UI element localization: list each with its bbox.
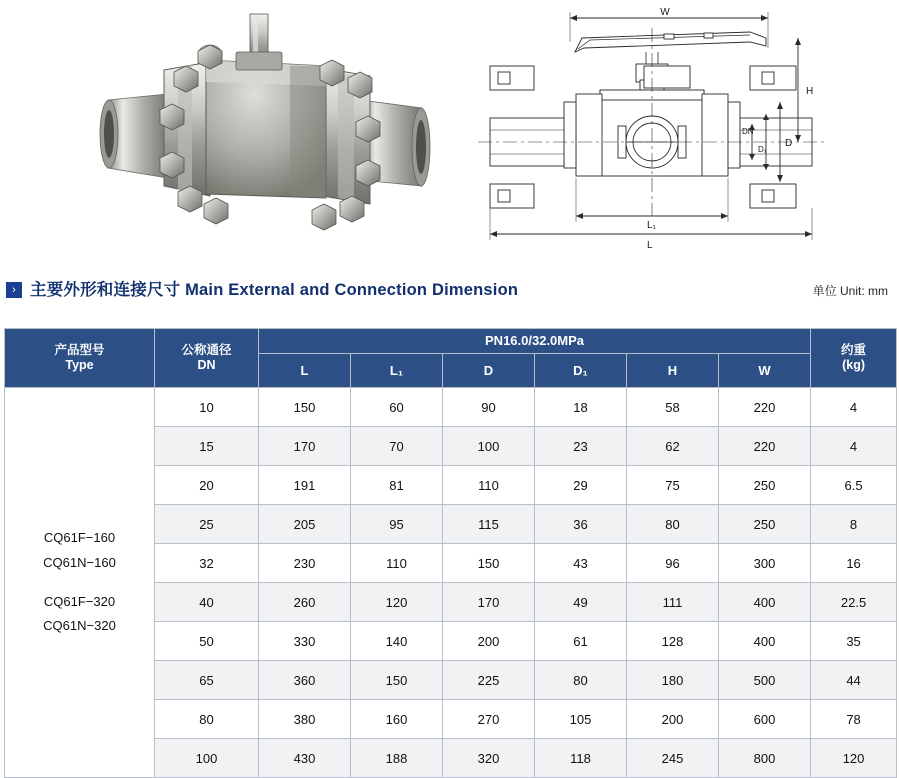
cell-D: 225 <box>443 661 535 700</box>
header-dn <box>155 329 259 388</box>
cell-dn: 25 <box>155 505 259 544</box>
header-col-W: W <box>719 354 811 388</box>
valve-body <box>206 60 326 198</box>
cell-L1: 95 <box>351 505 443 544</box>
cell-kg: 120 <box>811 739 897 778</box>
section-heading <box>0 272 900 316</box>
page-title: 主要外形和连接尺寸 Main External and Connection Dimension <box>30 281 519 299</box>
cell-L: 191 <box>259 466 351 505</box>
header-col-L: L <box>259 354 351 388</box>
cell-L1: 120 <box>351 583 443 622</box>
cell-L1: 140 <box>351 622 443 661</box>
cell-L: 430 <box>259 739 351 778</box>
cell-kg: 16 <box>811 544 897 583</box>
cell-kg: 4 <box>811 388 897 427</box>
table-header-row-1 <box>5 329 897 354</box>
cell-L1: 160 <box>351 700 443 739</box>
drawing-label-l1: L₁ <box>647 220 656 231</box>
cell-H: 96 <box>627 544 719 583</box>
cell-kg: 6.5 <box>811 466 897 505</box>
cell-D: 110 <box>443 466 535 505</box>
cell-D: 115 <box>443 505 535 544</box>
type-label-2: CQ61N−160 <box>43 555 116 571</box>
cell-W: 800 <box>719 739 811 778</box>
cell-dn: 100 <box>155 739 259 778</box>
header-dn-cn: 公称通径 <box>181 342 232 357</box>
cell-L: 330 <box>259 622 351 661</box>
cell-kg: 35 <box>811 622 897 661</box>
cell-D: 150 <box>443 544 535 583</box>
cell-kg: 8 <box>811 505 897 544</box>
valve-photograph <box>60 8 440 258</box>
cell-kg: 78 <box>811 700 897 739</box>
type-label-1: CQ61F−160 <box>43 530 116 546</box>
cell-H: 62 <box>627 427 719 466</box>
cell-D: 320 <box>443 739 535 778</box>
cell-dn: 32 <box>155 544 259 583</box>
cell-L: 170 <box>259 427 351 466</box>
cell-kg: 4 <box>811 427 897 466</box>
cell-D: 170 <box>443 583 535 622</box>
drawing-label-dn: DN <box>742 127 754 136</box>
cell-dn: 40 <box>155 583 259 622</box>
cell-D1: 23 <box>535 427 627 466</box>
cell-D: 270 <box>443 700 535 739</box>
cell-L: 205 <box>259 505 351 544</box>
drawing-label-w: W <box>660 7 670 18</box>
unit-note: 单位 Unit: mm <box>812 284 888 298</box>
header-weight <box>811 329 897 388</box>
table-body <box>5 388 897 778</box>
header-col-L1: L₁ <box>351 354 443 388</box>
header-col-H: H <box>627 354 719 388</box>
cell-kg: 44 <box>811 661 897 700</box>
cell-L: 230 <box>259 544 351 583</box>
cell-dn: 65 <box>155 661 259 700</box>
header-type-cn: 产品型号 <box>54 342 105 357</box>
cell-D1: 29 <box>535 466 627 505</box>
header-pressure: PN16.0/32.0MPa <box>259 329 811 354</box>
cell-D1: 80 <box>535 661 627 700</box>
cell-L: 260 <box>259 583 351 622</box>
cell-dn: 10 <box>155 388 259 427</box>
type-label-3: CQ61F−320 <box>43 593 116 609</box>
product-images-row <box>0 0 900 268</box>
cell-dn: 80 <box>155 700 259 739</box>
cell-L1: 110 <box>351 544 443 583</box>
cell-dn: 50 <box>155 622 259 661</box>
cell-L1: 60 <box>351 388 443 427</box>
cell-D: 90 <box>443 388 535 427</box>
cell-D: 100 <box>443 427 535 466</box>
header-weight-cn: 约重 <box>841 342 867 357</box>
cell-W: 400 <box>719 583 811 622</box>
cell-W: 300 <box>719 544 811 583</box>
cell-H: 245 <box>627 739 719 778</box>
header-dn-en: DN <box>197 358 216 373</box>
cell-L1: 81 <box>351 466 443 505</box>
type-cell <box>5 388 155 778</box>
cell-W: 250 <box>719 466 811 505</box>
valve-technical-drawing <box>450 2 880 257</box>
cell-H: 200 <box>627 700 719 739</box>
cell-H: 128 <box>627 622 719 661</box>
drawing-label-h: H <box>806 86 814 97</box>
cell-kg: 22.5 <box>811 583 897 622</box>
cell-D1: 43 <box>535 544 627 583</box>
cell-H: 111 <box>627 583 719 622</box>
cell-H: 80 <box>627 505 719 544</box>
cell-W: 220 <box>719 388 811 427</box>
cell-D1: 18 <box>535 388 627 427</box>
cell-L1: 70 <box>351 427 443 466</box>
header-col-D: D <box>443 354 535 388</box>
cell-D1: 105 <box>535 700 627 739</box>
cell-D1: 118 <box>535 739 627 778</box>
cell-L1: 150 <box>351 661 443 700</box>
cell-W: 600 <box>719 700 811 739</box>
drawing-label-l: L <box>647 240 653 251</box>
cell-W: 250 <box>719 505 811 544</box>
drawing-label-d: D <box>785 138 793 149</box>
left-pipe-end <box>100 94 168 178</box>
cell-D1: 49 <box>535 583 627 622</box>
valve-stem <box>236 14 282 70</box>
cell-W: 220 <box>719 427 811 466</box>
cell-L: 150 <box>259 388 351 427</box>
cell-L: 360 <box>259 661 351 700</box>
drawing-label-d1: D₁ <box>758 145 767 154</box>
cell-D: 200 <box>443 622 535 661</box>
cell-D1: 36 <box>535 505 627 544</box>
cell-L: 380 <box>259 700 351 739</box>
cell-W: 500 <box>719 661 811 700</box>
header-weight-unit: (kg) <box>842 358 865 373</box>
cell-dn: 20 <box>155 466 259 505</box>
cell-D1: 61 <box>535 622 627 661</box>
table-row <box>5 388 897 427</box>
cell-W: 400 <box>719 622 811 661</box>
heading-arrow-icon: › <box>6 282 22 298</box>
cell-L1: 188 <box>351 739 443 778</box>
cell-H: 75 <box>627 466 719 505</box>
type-label-4: CQ61N−320 <box>43 618 116 634</box>
cell-H: 180 <box>627 661 719 700</box>
cell-dn: 15 <box>155 427 259 466</box>
header-type <box>5 329 155 388</box>
header-type-en: Type <box>65 358 94 373</box>
cell-H: 58 <box>627 388 719 427</box>
header-col-D1: D₁ <box>535 354 627 388</box>
dimension-table <box>4 328 897 778</box>
